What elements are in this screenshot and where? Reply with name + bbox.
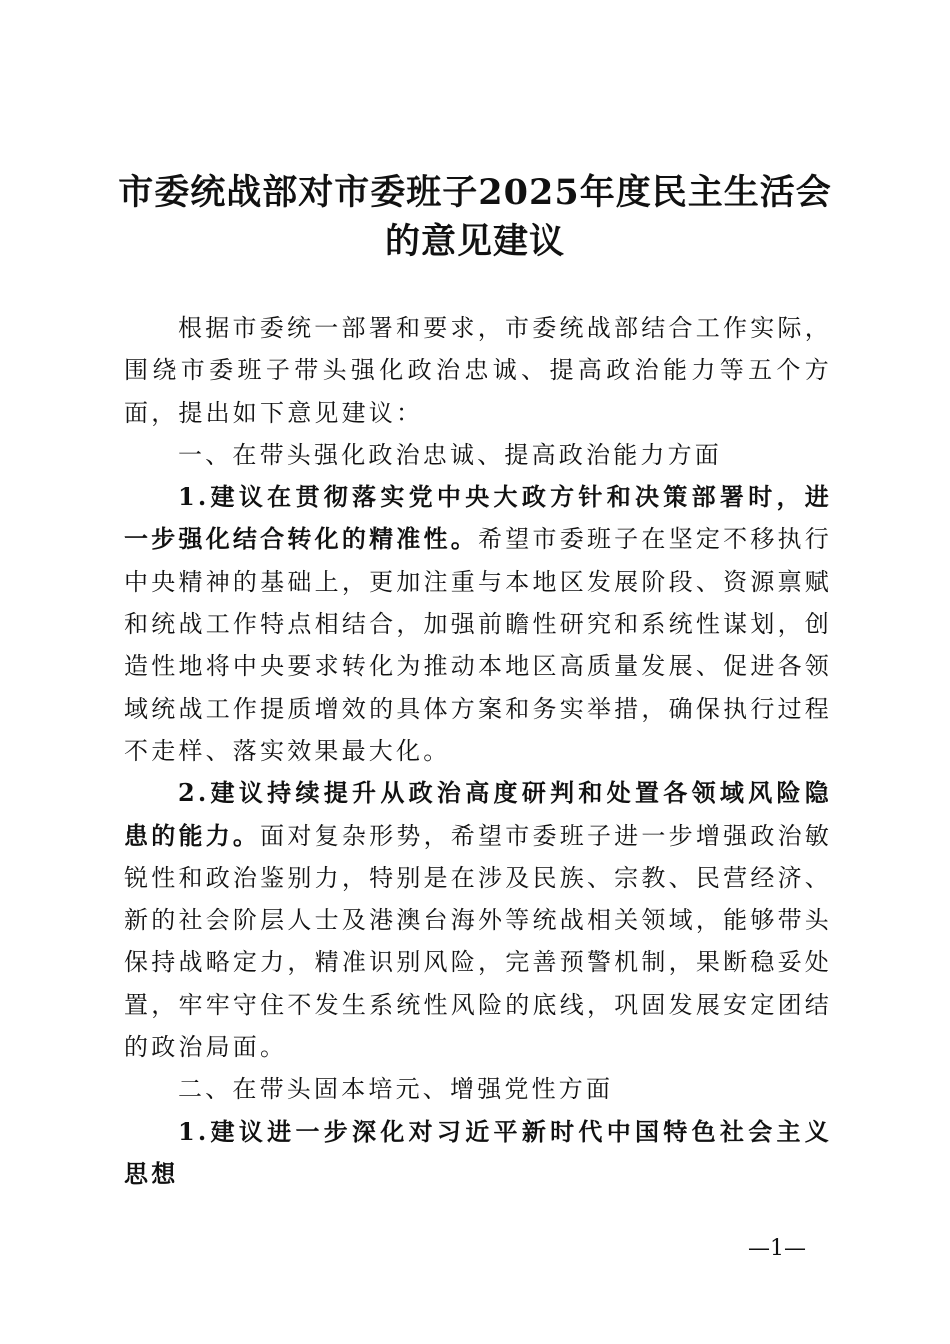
page-number: —1— — [748, 1236, 806, 1261]
document-title — [0, 168, 950, 266]
section-1-item-2-text: 面对复杂形势，希望市委班子进一步增强政治敏锐性和政治鉴别力，特别是在涉及民族、宗教、民营经济、新的社会阶层人士及港澳台海外等统战相关领域，能够带头保持战略定力，精准识别风险，完善预警机制，果断稳妥处置，牢牢守住不发生系统性风险的底线，巩固发展安定团结的政治局面。 — [124, 821, 833, 1062]
section-1-heading: 一、在带头强化政治忠诚、提高政治能力方面 — [178, 440, 722, 469]
section-1-item-2-bold: 2.建议持续提升从政治高度研判和处置各领域风险隐患的能力。 — [124, 778, 832, 850]
section-1-item-1-text: 希望市委班子在坚定不移执行中央精神的基础上，更加注重与本地区发展阶段、资源禀赋和统战工作特点相结合，加强前瞻性研究和系统性谋划，创造性地将中央要求转化为推动本地区高质量发展、促进各领域统战工作提质增效的具体方案和务实举措，确保执行过程不走样、落实效果最大化。 — [124, 525, 832, 765]
document-title-line-2: 的意见建议 — [384, 221, 565, 262]
section-2-item-1 — [124, 1111, 832, 1196]
intro-paragraph: 根据市委统一部署和要求，市委统战部结合工作实际，围绕市委班子带头强化政治忠诚、提高政治能力等五个方面，提出如下意见建议： — [124, 314, 832, 427]
section-1-item-1-bold: 1.建议在贯彻落实党中央大政方针和决策部署时，进一步强化结合转化的精准性。 — [124, 482, 832, 554]
document-title-line-1: 市委统战部对市委班子2025年度民主生活会 — [118, 172, 832, 213]
document-body — [124, 307, 832, 1195]
section-2-item-1-bold: 1.建议进一步深化对习近平新时代中国特色社会主义思想 — [124, 1116, 832, 1188]
section-1-item-1 — [124, 476, 832, 772]
section-2-heading: 二、在带头固本培元、增强党性方面 — [178, 1075, 614, 1104]
section-1-item-2 — [124, 772, 832, 1068]
